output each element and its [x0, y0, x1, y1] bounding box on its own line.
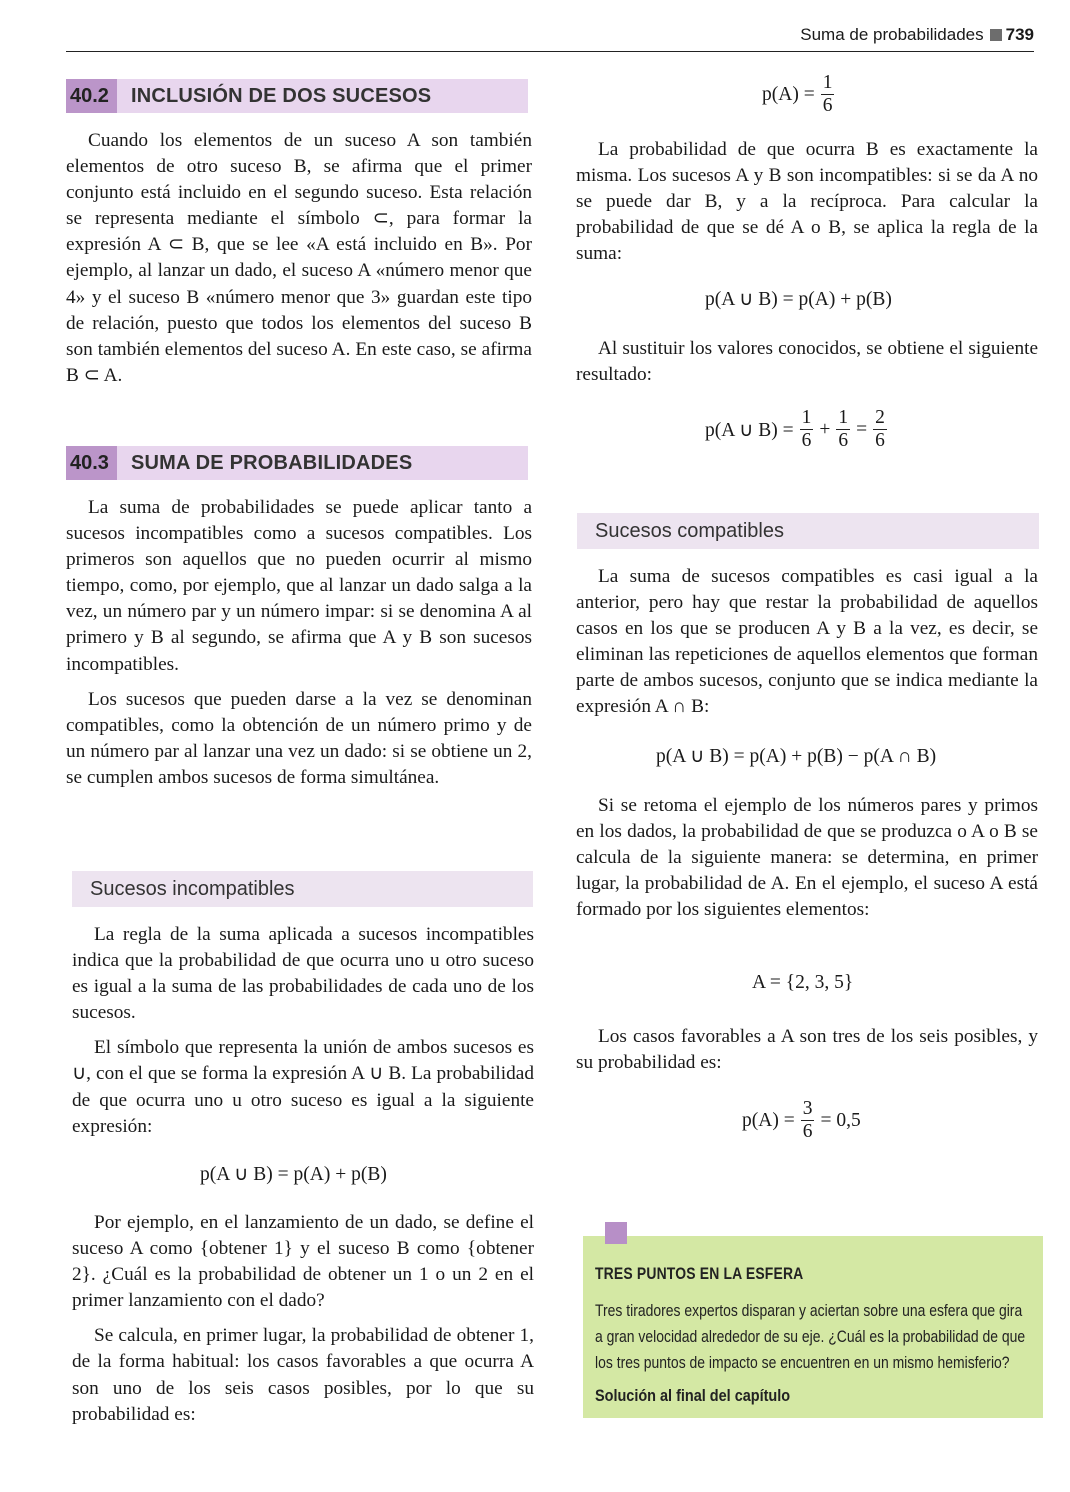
denominator: 6: [802, 1121, 813, 1142]
plus-sign: +: [819, 418, 831, 440]
paragraph: Los casos favorables a A son tres de los seis posibles, y su probabilidad es:: [576, 1026, 1038, 1074]
section-title: INCLUSIÓN DE DOS SUCESOS: [130, 84, 432, 107]
formula-union-compatibles: p(A ∪ B) = p(A) + p(B) − p(A ∩ B): [656, 746, 937, 767]
compatibles-cases: [576, 1024, 1038, 1076]
puzzle-box: [583, 1236, 1043, 1418]
formula-lhs: p(A ∪ B) =: [705, 419, 794, 441]
denominator: 6: [838, 430, 849, 451]
fraction: [800, 407, 814, 452]
running-header: [66, 25, 1034, 52]
formula-union-incompatibles: p(A ∪ B) = p(A) + p(B): [200, 1164, 387, 1185]
formula-pa-result: [742, 1098, 861, 1143]
paragraph: Cuando los elementos de un suceso A son también elementos de otro suceso B, se afirma que el primer conjunto está incluido en el segundo suceso. Esta relación se representa mediante el símbolo ⊂, para formar la expresión A ⊂ B, que se lee «A está incluido en B». Por ejemplo, al lanzar un dado, el suceso A «número menor que 4» y el suceso B «número menor que 3» guardan este tipo de relación, puesto que todos los elementos del suceso B son también elementos del suceso A. En este caso, se afirma B ⊂ A.: [66, 130, 532, 386]
right-body-2: [576, 336, 1038, 388]
incompatibles-example: [72, 1210, 534, 1428]
formula-lhs: p(A) =: [742, 1109, 795, 1131]
box-title: TRES PUNTOS EN LA ESFERA: [595, 1264, 804, 1283]
section-title: SUMA DE PROBABILIDADES: [130, 451, 413, 474]
right-body-1: [576, 137, 1038, 267]
box-tab-marker: [605, 1222, 627, 1244]
section-heading-40-3: [66, 446, 528, 480]
section-40-3-body: [66, 495, 532, 791]
paragraph: La suma de probabilidades se puede aplicar tanto a sucesos incompatibles como a sucesos compatibles. Los primeros son aquellos que no pueden ocurrir al mismo tiempo, como, por ejemplo, que al lanzar un dado salga a la vez, un número par y un número impar: si se denomina A al primero y B al segundo, se afirma que A y B son sucesos incompatibles.: [66, 497, 532, 675]
section-heading-40-2: [66, 79, 528, 113]
numerator: 2: [875, 407, 885, 428]
paragraph: La probabilidad de que ocurra B es exactamente la misma. Los sucesos A y B son incompatibles: si se da A no se puede dar B, y a la recíproca. Para calcular la probabilidad de que se dé A o B, se aplica la regla de la suma:: [576, 139, 1038, 265]
paragraph: La suma de sucesos compatibles es casi igual a la anterior, pero hay que restar la probabilidad de aquellos casos en los que se producen A y B a la vez, es decir, se eliminan las repeticiones de aquellos elementos que forman parte de ambos sucesos, conjunto que se indica mediante la expresión A ∩ B:: [576, 566, 1038, 718]
formula-pa-one-sixth: [762, 72, 840, 117]
formula-lhs: p(A) =: [762, 83, 815, 105]
paragraph: Por ejemplo, en el lanzamiento de un dado, se define el suceso A como {obtener 1} y el suceso B como {obtener 2}. ¿Cuál es la probabilidad de obtener un 1 o un 2 en el primer lanzamiento con el dado?: [72, 1212, 534, 1312]
formula-union-result: [705, 407, 893, 452]
numerator: 1: [822, 72, 833, 93]
incompatibles-body: [72, 922, 534, 1140]
paragraph: Si se retoma el ejemplo de los números pares y primos en los dados, la probabilidad de que se produzca o A o B se calcula de la siguiente manera: se determina, en primer lugar, la probabilidad de A. En el ejemplo, el suceso A está formado por los siguientes elementos:: [576, 795, 1038, 921]
square-icon: [990, 29, 1002, 41]
formula-rhs: = 0,5: [820, 1109, 861, 1131]
denominator: 6: [822, 95, 833, 116]
fraction: [873, 407, 887, 452]
page-number: 739: [1005, 25, 1034, 44]
compatibles-body: [576, 564, 1038, 721]
subheading-compatibles: Sucesos compatibles: [577, 513, 1039, 549]
paragraph: El símbolo que representa la unión de ambos sucesos es ∪, con el que se forma la expresión A ∪ B. La probabilidad de que ocurra uno u otro suceso es igual a la siguiente expresión:: [72, 1037, 534, 1137]
section-40-2-body: [66, 128, 532, 389]
formula-union-rule: p(A ∪ B) = p(A) + p(B): [705, 289, 892, 310]
running-title: Suma de probabilidades: [800, 25, 984, 44]
box-solution-note: Solución al final del capítulo: [595, 1386, 791, 1405]
fraction: [836, 407, 850, 452]
denominator: 6: [801, 430, 812, 451]
subheading-incompatibles: Sucesos incompatibles: [72, 871, 533, 907]
section-number: 40.3: [66, 446, 117, 480]
formula-set-a: A = {2, 3, 5}: [752, 972, 854, 993]
numerator: 3: [802, 1098, 813, 1119]
section-number: 40.2: [66, 79, 117, 113]
box-text: Tres tiradores expertos disparan y aciertan sobre una esfera que gira a gran velocidad alrededor de su eje. ¿Cuál es la probabilidad de que los tres puntos de impacto se encuentren en un mismo hemisferio?: [595, 1301, 1026, 1372]
numerator: 1: [838, 407, 849, 428]
fraction: [821, 72, 835, 117]
paragraph: Los sucesos que pueden darse a la vez se denominan compatibles, como la obtención de un número primo y de un número par al lanzar una vez un dado: si se obtiene un 2, se cumplen ambos sucesos de forma simultánea.: [66, 688, 532, 788]
paragraph: Al sustituir los valores conocidos, se obtiene el siguiente resultado:: [576, 338, 1038, 386]
denominator: 6: [875, 430, 885, 451]
compatibles-example: [576, 793, 1038, 923]
paragraph: La regla de la suma aplicada a sucesos incompatibles indica que la probabilidad de que ocurra uno u otro suceso es igual a la suma de las probabilidades de cada uno de los sucesos.: [72, 924, 534, 1024]
equals-sign: =: [856, 418, 868, 440]
fraction: [801, 1098, 815, 1143]
numerator: 1: [801, 407, 812, 428]
paragraph: Se calcula, en primer lugar, la probabilidad de obtener 1, de la forma habitual: los casos favorables a que ocurra A son uno de los seis casos posibles, por lo que su probabilidad es:: [72, 1325, 534, 1425]
